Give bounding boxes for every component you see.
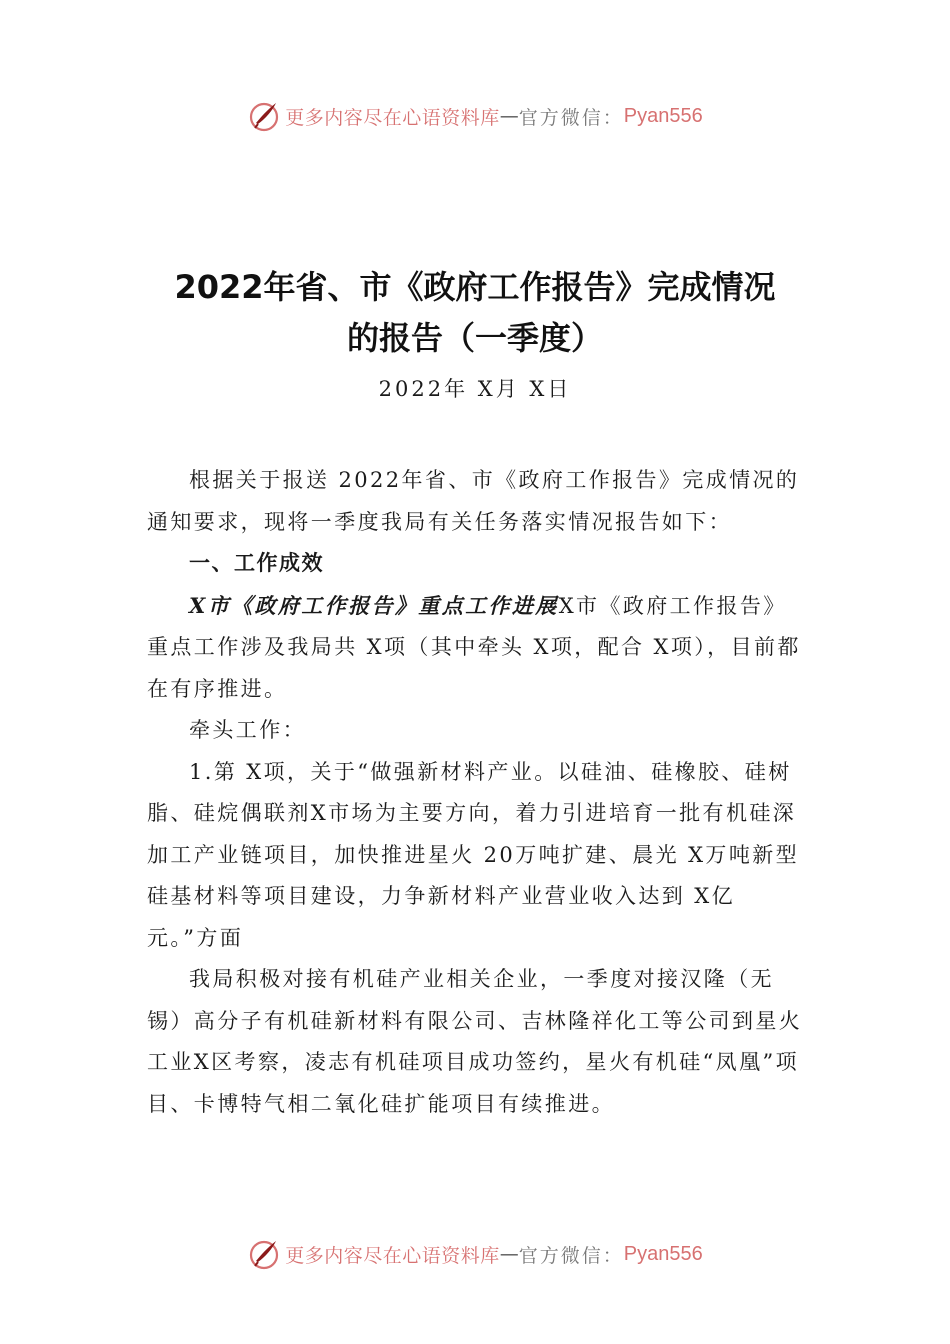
- section-heading: 一、工作成效: [189, 551, 324, 575]
- banner-wechat-id: Pyan556: [623, 104, 703, 127]
- lead-work-label: 牵头工作：: [189, 718, 306, 742]
- outcome-paragraph: 我局积极对接有机硅产业相关企业，一季度对接汉隆（无锡）高分子有机硅新材料有限公司、吉林隆祥化工等公司到星火工业X区考察，凌志有机硅项目成功签约，星火有机硅“凤凰”项目、卡博特气相二氧化硅扩能项目有续推进。: [147, 967, 803, 1116]
- quill-pen-logo-icon: [247, 99, 281, 133]
- banner-text: 更多内容尽在心语资料库: [285, 1244, 500, 1267]
- document-title-line2: 的报告（一季度）: [346, 319, 603, 357]
- document-title-line1: 2022年省、市《政府工作报告》完成情况: [174, 268, 776, 306]
- banner-separator: —: [499, 1243, 519, 1265]
- banner-wechat-label: 官方微信：: [518, 1244, 624, 1267]
- progress-lead: X市《政府工作报告》重点工作进展: [189, 592, 559, 618]
- progress-body: X市《政府工作报告》重点工作涉及我局共 X项（其中牵头 X项，配合 X项），目前都在有序推进。: [147, 593, 801, 701]
- banner-wechat-id: Pyan556: [623, 1242, 703, 1265]
- intro-paragraph: 根据关于报送 2022年省、市《政府工作报告》完成情况的通知要求，现将一季度我局有关任务落实情况报告如下：: [147, 468, 800, 534]
- banner-wechat-label: 官方微信：: [518, 106, 624, 129]
- banner-separator: —: [499, 105, 519, 127]
- footer-watermark-banner: [0, 1234, 950, 1274]
- document-date: 2022年 X月 X日: [378, 377, 572, 401]
- item-1-paragraph: 1.第 X项，关于“做强新材料产业。以硅油、硅橡胶、硅树脂、硅烷偶联剂X市场为主要方向，着力引进培育一批有机硅深加工产业链项目，加快推进星火 20万吨扩建、晨光 X万吨新型硅基材料等项目建设，力争新材料产业营业收入达到 X亿元。”方面: [147, 759, 800, 950]
- quill-pen-logo-icon: [247, 1237, 281, 1271]
- header-watermark-banner: [0, 96, 950, 136]
- banner-text: 更多内容尽在心语资料库: [285, 106, 500, 129]
- progress-paragraph: [147, 585, 807, 711]
- document-body: [147, 460, 807, 1125]
